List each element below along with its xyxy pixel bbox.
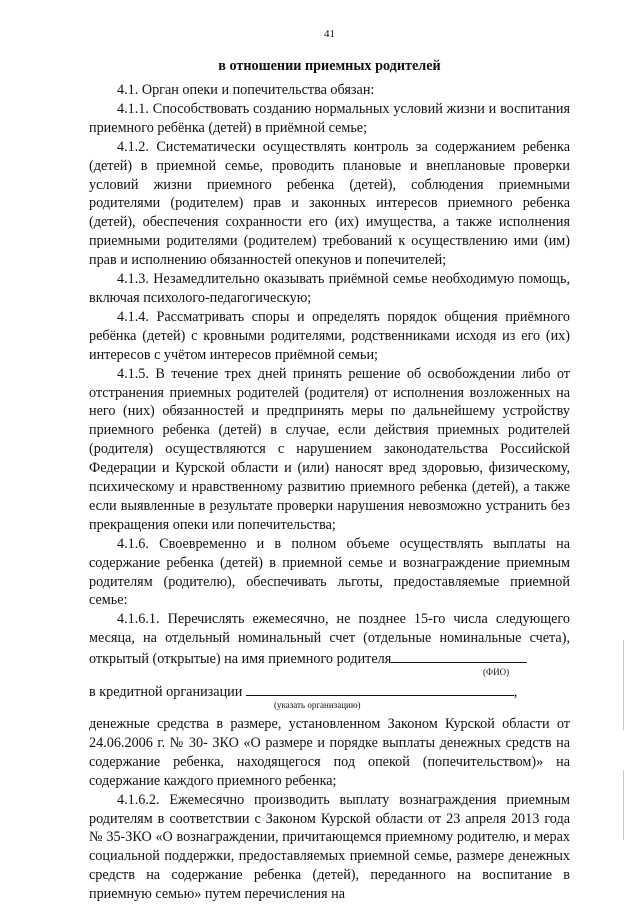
credit-org-suffix: , xyxy=(513,684,518,701)
scan-edge-mark xyxy=(623,770,624,840)
paragraph-4-1-3: 4.1.3. Незамедлительно оказывать приёмной семье необходимую помощь, включая психолого-педагогическую; xyxy=(89,271,570,306)
scan-edge-mark xyxy=(623,640,624,730)
org-caption-row xyxy=(89,702,570,713)
org-caption: (указать организацию) xyxy=(274,700,361,710)
section-heading: в отношении приемных родителей xyxy=(218,58,441,74)
credit-org-fill-line xyxy=(246,681,514,696)
fio-fill-line xyxy=(391,648,527,663)
paragraph-4-1-5: 4.1.5. В течение трех дней принять решение об освобождении либо от отстранения приемных родителей (родителя) от исполнения возложенных на него (них) обязанностей и предпринять меры по дальнейшему устройству приемного ребенка (детей) в случае, если действия приемных родителей (родителя) осуществляются с нарушением законодательства Российской Федерации и Курской области и (или) наносят вред здоровью, физическому, психическому и нравственному развитию приемного ребенка (детей), а также если выявленные в результате проверки нарушения невозможно устранить без прекращения опеки или попечительства; xyxy=(89,365,570,533)
paragraph-4-1-2: 4.1.2. Систематически осуществлять контроль за содержанием ребенка (детей) в приемной семье, проводить плановые и внеплановые проверки условий жизни приемного ребенка (детей), соблюдения приемными родителями (родителем) прав и законных интересов приемного ребенка (детей), обеспечения сохранности его (их) имущества, а также исполнения приемными родителями (родителем) требований к осуществлению ими (им) прав и исполнению обязанностей опекунов и попечителей; xyxy=(89,138,570,269)
paragraph-4-1-6-1 xyxy=(89,610,570,669)
paragraph-4-1-4: 4.1.4. Рассматривать споры и определять порядок общения приёмного ребёнка (детей) с кровными родителями, родственниками исходя из его (их) интересов с учётом интересов приёмной семьи; xyxy=(89,308,570,363)
paragraph-4-1-6-2: 4.1.6.2. Ежемесячно производить выплату вознаграждения приемным родителям в соответствии с Законом Курской области от 23 апреля 2013 года № 35-ЗКО «О вознаграждении, причитающемся приемному родителю, и мерах социальной поддержки, предоставляемых приемной семье, размере денежных средств на содержание ребенка (детей), переданного на воспитание в приемную семью» путем перечисления на xyxy=(89,791,570,903)
page-number: 41 xyxy=(324,28,335,40)
paragraph-4-1-1: 4.1.1. Способствовать созданию нормальных условий жизни и воспитания приемного ребёнка (детей) в приёмной семье; xyxy=(89,100,570,136)
fio-caption-row xyxy=(89,669,570,680)
credit-org-line xyxy=(89,681,570,702)
paragraph-funds: денежные средства в размере, установленном Законом Курской области от 24.06.2006 г. № 30- ЗКО «О размере и порядке выплаты денежных средств на содержание ребенка, находящегося под опекой (попечительством)» на содержание каждого приемного ребенка; xyxy=(89,716,570,789)
paragraph-4-1: 4.1. Орган опеки и попечительства обязан: xyxy=(117,82,375,98)
credit-org-label: в кредитной организации xyxy=(89,684,243,701)
fio-caption: (ФИО) xyxy=(483,667,510,678)
paragraph-4-1-6: 4.1.6. Своевременно и в полном объеме осуществлять выплаты на содержание ребенка (детей) в приемной семье и вознаграждение приемным родителям (родителю), обеспечивать льготы, предоставляемые приемной семье: xyxy=(89,535,570,609)
paragraph-4-1-6-1-text: 4.1.6.1. Перечислять ежемесячно, не позднее 15-го числа следующего месяца, на отдельный номинальный счет (отдельные номинальные счета), открытый (открытые) на имя приемного родителя xyxy=(89,611,570,668)
